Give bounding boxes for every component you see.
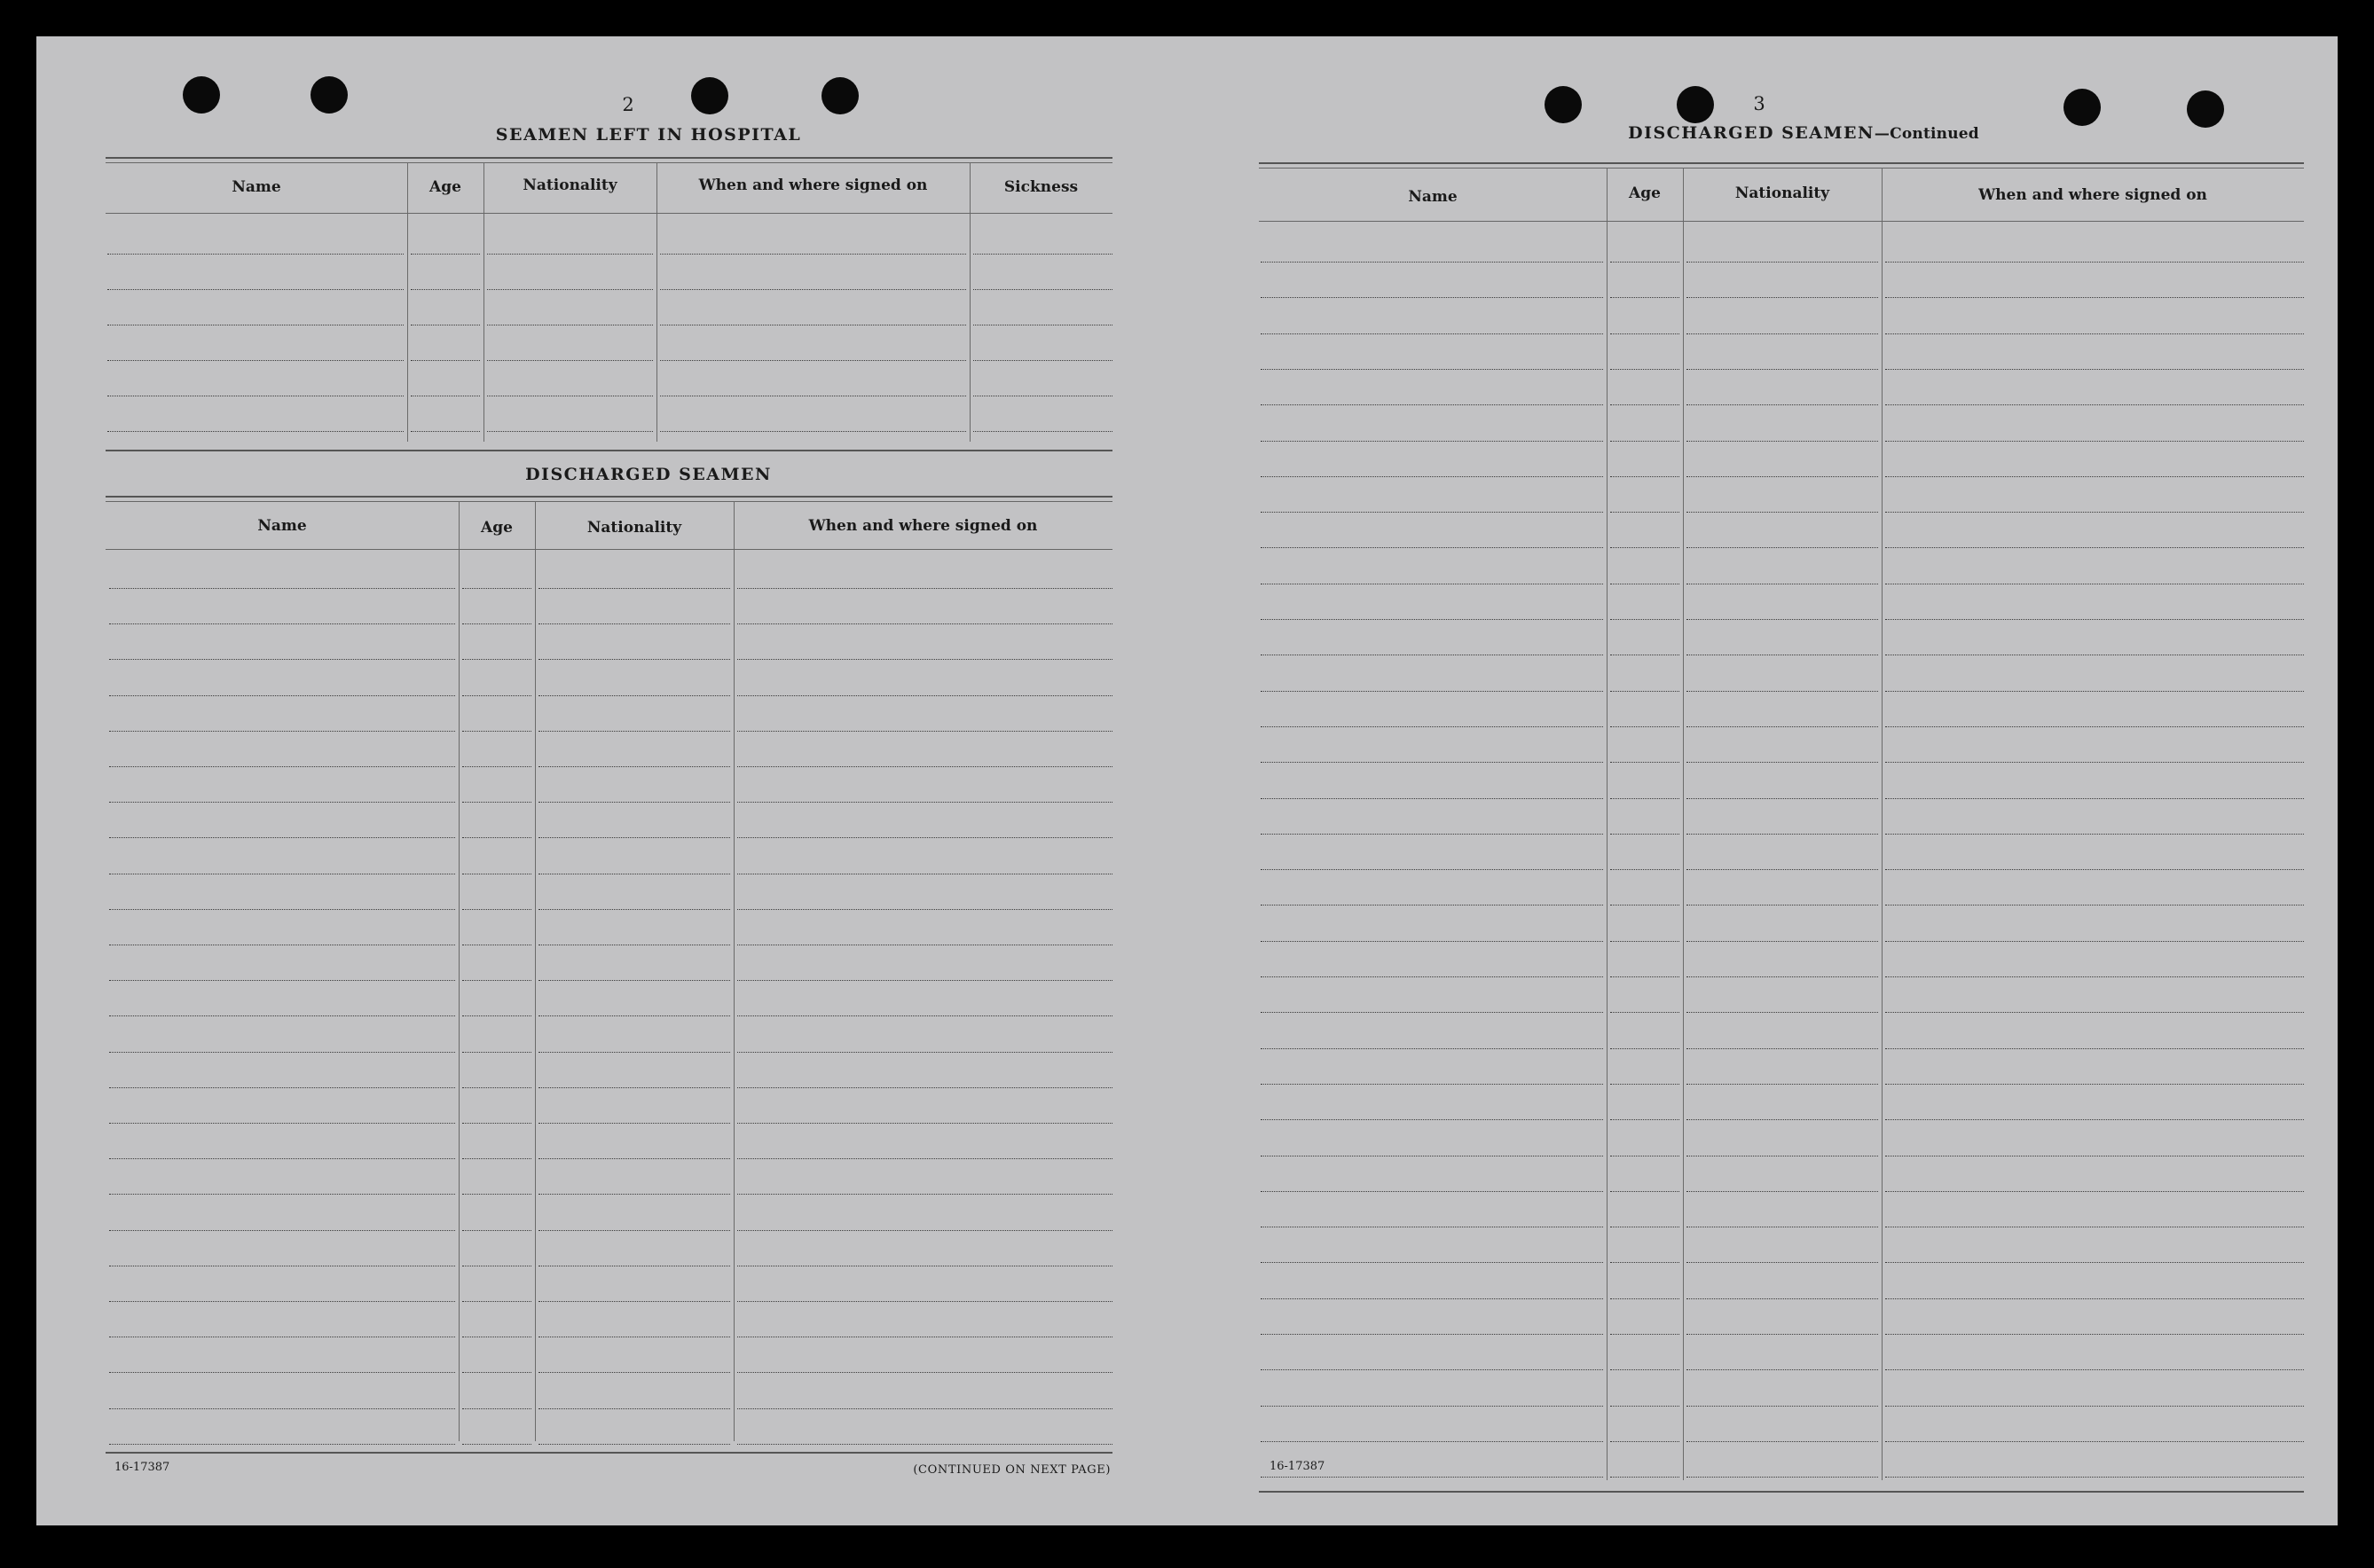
ruled-writing-line	[737, 980, 1112, 981]
ruled-writing-line	[660, 431, 966, 432]
ruled-writing-line	[1686, 404, 1878, 405]
ruled-writing-line	[1261, 1477, 1603, 1478]
ruled-writing-line	[1261, 726, 1603, 727]
ruled-writing-line	[1686, 1048, 1878, 1049]
ruled-writing-line	[1261, 262, 1603, 263]
ruled-writing-line	[462, 659, 531, 660]
ruled-writing-line	[1261, 691, 1603, 692]
ruled-writing-line	[1885, 262, 2304, 263]
ruled-writing-line	[1885, 404, 2304, 405]
ruled-writing-line	[1885, 1012, 2304, 1013]
ruled-writing-line	[1261, 1191, 1603, 1192]
ruled-writing-line	[538, 659, 730, 660]
ruled-writing-line	[1885, 798, 2304, 799]
ruled-writing-line	[538, 695, 730, 696]
ruled-writing-line	[1610, 1048, 1679, 1049]
ruled-writing-line	[1261, 905, 1603, 906]
ruled-writing-line	[737, 623, 1112, 624]
punch-hole	[311, 76, 348, 114]
ruled-writing-line	[1261, 1012, 1603, 1013]
column-header: Age	[481, 519, 513, 537]
ruled-writing-line	[1885, 1369, 2304, 1370]
ruled-writing-line	[1686, 512, 1878, 513]
ruled-writing-line	[1610, 976, 1679, 977]
ruled-writing-line	[109, 1372, 455, 1373]
ruled-writing-line	[1885, 512, 2304, 513]
ruled-writing-line	[1610, 547, 1679, 548]
punch-hole	[1545, 86, 1582, 123]
ruled-writing-line	[1261, 1441, 1603, 1442]
ruled-writing-line	[1686, 798, 1878, 799]
title-suffix: —Continued	[1874, 125, 1979, 143]
ruled-writing-line	[538, 1123, 730, 1124]
ruled-writing-line	[1261, 1298, 1603, 1299]
ruled-writing-line	[1885, 476, 2304, 477]
ruled-writing-line	[973, 254, 1112, 255]
ruled-writing-line	[1610, 1334, 1679, 1335]
ruled-writing-line	[1261, 1084, 1603, 1085]
ruled-writing-line	[1610, 691, 1679, 692]
ruled-writing-line	[462, 731, 531, 732]
ruled-writing-line	[462, 1052, 531, 1053]
ruled-writing-line	[1686, 547, 1878, 548]
ruled-writing-line	[1261, 976, 1603, 977]
ruled-writing-line	[1885, 976, 2304, 977]
ruled-writing-line	[1261, 798, 1603, 799]
ruled-writing-line	[1610, 619, 1679, 620]
ruled-writing-line	[462, 1015, 531, 1016]
ruled-writing-line	[1885, 1334, 2304, 1335]
ruled-writing-line	[1686, 869, 1878, 870]
ruled-writing-line	[109, 1408, 455, 1409]
ruled-writing-line	[462, 1444, 531, 1445]
ruled-writing-line	[109, 1230, 455, 1231]
ledger-sheet	[36, 36, 2338, 1525]
ruled-writing-line	[1885, 1262, 2304, 1263]
punch-hole	[691, 77, 728, 114]
ruled-writing-line	[1686, 834, 1878, 835]
ruled-writing-line	[109, 588, 455, 589]
ruled-writing-line	[538, 731, 730, 732]
ruled-writing-line	[538, 623, 730, 624]
ruled-writing-line	[737, 1087, 1112, 1088]
ruled-writing-line	[1686, 1334, 1878, 1335]
ruled-writing-line	[1686, 619, 1878, 620]
punch-hole	[821, 77, 859, 114]
ruled-writing-line	[737, 837, 1112, 838]
ruled-writing-line	[109, 731, 455, 732]
ruled-writing-line	[1885, 1406, 2304, 1407]
ruled-writing-line	[1610, 905, 1679, 906]
ruled-writing-line	[487, 431, 653, 432]
ruled-writing-line	[1686, 976, 1878, 977]
ruled-writing-line	[538, 1444, 730, 1445]
ruled-writing-line	[1610, 834, 1679, 835]
ruled-writing-line	[737, 1444, 1112, 1445]
ruled-writing-line	[109, 802, 455, 803]
ruled-writing-line	[1261, 834, 1603, 835]
ruled-writing-line	[1686, 691, 1878, 692]
column-header: Nationality	[523, 176, 617, 194]
ruled-writing-line	[1686, 1119, 1878, 1120]
ruled-writing-line	[538, 588, 730, 589]
page-number: 3	[1753, 93, 1765, 114]
ruled-writing-line	[1261, 547, 1603, 548]
column-header: When and where signed on	[808, 517, 1038, 535]
ruled-writing-line	[1885, 1119, 2304, 1120]
ruled-writing-line	[538, 1230, 730, 1231]
ruled-writing-line	[109, 1158, 455, 1159]
ruled-writing-line	[1686, 369, 1878, 370]
column-header: Nationality	[586, 519, 682, 537]
ruled-writing-line	[1261, 441, 1603, 442]
ruled-writing-line	[1610, 262, 1679, 263]
ruled-writing-line	[1885, 1084, 2304, 1085]
ruled-writing-line	[1610, 512, 1679, 513]
ruled-writing-line	[1610, 297, 1679, 298]
ruled-writing-line	[487, 289, 653, 290]
ruled-writing-line	[1686, 762, 1878, 763]
ruled-writing-line	[107, 289, 404, 290]
ruled-writing-line	[1261, 404, 1603, 405]
ruled-writing-line	[1261, 297, 1603, 298]
ruled-writing-line	[737, 1230, 1112, 1231]
ruled-writing-line	[1686, 1406, 1878, 1407]
ruled-writing-line	[109, 1015, 455, 1016]
ruled-writing-line	[1885, 1441, 2304, 1442]
ruled-writing-line	[411, 254, 480, 255]
column-header: Sickness	[1003, 178, 1079, 196]
ruled-writing-line	[107, 254, 404, 255]
ruled-writing-line	[487, 360, 653, 361]
ruled-writing-line	[462, 623, 531, 624]
ruled-writing-line	[1885, 441, 2304, 442]
ruled-writing-line	[1261, 512, 1603, 513]
ruled-writing-line	[462, 695, 531, 696]
ruled-writing-line	[1261, 476, 1603, 477]
ruled-writing-line	[1261, 1262, 1603, 1263]
ruled-writing-line	[1261, 1369, 1603, 1370]
ruled-writing-line	[737, 1194, 1112, 1195]
ruled-writing-line	[1610, 1298, 1679, 1299]
ruled-writing-line	[737, 1408, 1112, 1409]
ruled-writing-line	[1610, 762, 1679, 763]
ruled-writing-line	[1686, 726, 1878, 727]
ruled-writing-line	[1261, 619, 1603, 620]
ruled-writing-line	[1610, 1441, 1679, 1442]
ruled-writing-line	[1610, 869, 1679, 870]
ruled-writing-line	[462, 1372, 531, 1373]
column-header: Name	[1408, 188, 1458, 206]
ruled-writing-line	[737, 1372, 1112, 1373]
ruled-writing-line	[109, 1123, 455, 1124]
ruled-writing-line	[1610, 941, 1679, 942]
ruled-writing-line	[1686, 1298, 1878, 1299]
ruled-writing-line	[660, 254, 966, 255]
title-main: DISCHARGED SEAMEN	[1628, 123, 1875, 143]
column-header: Age	[1629, 184, 1661, 202]
column-header: Nationality	[1734, 184, 1830, 202]
ruled-writing-line	[1686, 1084, 1878, 1085]
ruled-writing-line	[737, 909, 1112, 910]
punch-hole	[2063, 89, 2101, 126]
ruled-writing-line	[1261, 1406, 1603, 1407]
ruled-writing-line	[109, 659, 455, 660]
ruled-writing-line	[538, 1372, 730, 1373]
ruled-writing-line	[1885, 369, 2304, 370]
ruled-writing-line	[462, 1408, 531, 1409]
ruled-writing-line	[737, 659, 1112, 660]
ruled-writing-line	[411, 431, 480, 432]
ruled-writing-line	[538, 1408, 730, 1409]
ruled-writing-line	[538, 909, 730, 910]
ruled-writing-line	[1610, 441, 1679, 442]
ruled-writing-line	[462, 980, 531, 981]
ruled-writing-line	[109, 1444, 455, 1445]
ruled-writing-line	[462, 909, 531, 910]
column-header: Age	[429, 178, 461, 196]
ruled-writing-line	[109, 837, 455, 838]
ruled-writing-line	[538, 1052, 730, 1053]
ruled-writing-line	[737, 731, 1112, 732]
column-header: When and where signed on	[698, 176, 928, 194]
ruled-writing-line	[1610, 798, 1679, 799]
ruled-writing-line	[1885, 333, 2304, 334]
ruled-writing-line	[411, 360, 480, 361]
ruled-writing-line	[411, 289, 480, 290]
ruled-writing-line	[1885, 762, 2304, 763]
ruled-writing-line	[1686, 333, 1878, 334]
ruled-writing-line	[462, 1230, 531, 1231]
ruled-writing-line	[1686, 297, 1878, 298]
ruled-writing-line	[109, 766, 455, 767]
ruled-writing-line	[462, 766, 531, 767]
ruled-writing-line	[109, 623, 455, 624]
punch-hole	[2187, 90, 2224, 128]
ruled-writing-line	[109, 695, 455, 696]
ruled-writing-line	[1261, 869, 1603, 870]
discharged-seamen-continued-title	[1500, 123, 2107, 143]
ruled-writing-line	[1686, 1012, 1878, 1013]
form-number: 16-17387	[1270, 1460, 1325, 1473]
ruled-writing-line	[462, 588, 531, 589]
ruled-writing-line	[737, 1301, 1112, 1302]
ruled-writing-line	[973, 431, 1112, 432]
ruled-writing-line	[1885, 1298, 2304, 1299]
ruled-writing-line	[462, 1158, 531, 1159]
ruled-writing-line	[1261, 369, 1603, 370]
ruled-writing-line	[1686, 1369, 1878, 1370]
ruled-writing-line	[1261, 333, 1603, 334]
ruled-writing-line	[1610, 1119, 1679, 1120]
column-header: When and where signed on	[1978, 186, 2207, 204]
ruled-writing-line	[1261, 1334, 1603, 1335]
ruled-writing-line	[109, 909, 455, 910]
ruled-writing-line	[737, 1015, 1112, 1016]
ruled-writing-line	[1610, 1406, 1679, 1407]
ruled-writing-line	[1610, 404, 1679, 405]
ruled-writing-line	[660, 360, 966, 361]
ruled-writing-line	[1261, 1119, 1603, 1120]
ruled-writing-line	[973, 289, 1112, 290]
ruled-writing-line	[1261, 762, 1603, 763]
column-header: Name	[232, 178, 281, 196]
ruled-writing-line	[737, 802, 1112, 803]
ruled-writing-line	[462, 837, 531, 838]
ruled-writing-line	[1261, 941, 1603, 942]
ruled-writing-line	[1885, 691, 2304, 692]
ruled-writing-line	[737, 588, 1112, 589]
punch-hole	[183, 76, 220, 114]
ruled-writing-line	[538, 766, 730, 767]
ruled-writing-line	[462, 1194, 531, 1195]
ruled-writing-line	[1261, 1048, 1603, 1049]
ruled-writing-line	[538, 1087, 730, 1088]
ruled-writing-line	[1610, 369, 1679, 370]
ruled-writing-line	[1610, 333, 1679, 334]
ruled-writing-line	[1686, 476, 1878, 477]
ruled-writing-line	[737, 1158, 1112, 1159]
ruled-writing-line	[109, 1301, 455, 1302]
ruled-writing-line	[1686, 1477, 1878, 1478]
ruled-writing-line	[538, 1158, 730, 1159]
ruled-writing-line	[1610, 726, 1679, 727]
ruled-writing-line	[737, 695, 1112, 696]
punch-hole	[1677, 86, 1714, 123]
ruled-writing-line	[1610, 1262, 1679, 1263]
ruled-writing-line	[1686, 441, 1878, 442]
ruled-writing-line	[538, 837, 730, 838]
ruled-writing-line	[1885, 941, 2304, 942]
ruled-writing-line	[737, 766, 1112, 767]
ruled-writing-line	[107, 360, 404, 361]
ruled-writing-line	[538, 1015, 730, 1016]
ruled-writing-line	[462, 1301, 531, 1302]
ruled-writing-line	[1686, 262, 1878, 263]
ruled-writing-line	[1610, 1084, 1679, 1085]
ruled-writing-line	[737, 1052, 1112, 1053]
ruled-writing-line	[1885, 297, 2304, 298]
ruled-writing-line	[538, 1301, 730, 1302]
form-number: 16-17387	[114, 1461, 170, 1474]
ruled-writing-line	[1885, 1477, 2304, 1478]
ruled-writing-line	[1885, 726, 2304, 727]
ruled-writing-line	[109, 1194, 455, 1195]
ruled-writing-line	[107, 431, 404, 432]
seamen-left-in-hospital-title: SEAMEN LEFT IN HOSPITAL	[495, 125, 802, 145]
ruled-writing-line	[1686, 1191, 1878, 1192]
ruled-writing-line	[487, 254, 653, 255]
ruled-writing-line	[1885, 619, 2304, 620]
ruled-writing-line	[1686, 941, 1878, 942]
ruled-writing-line	[737, 1123, 1112, 1124]
ruled-writing-line	[1610, 1191, 1679, 1192]
ruled-writing-line	[1885, 547, 2304, 548]
ruled-writing-line	[1686, 1441, 1878, 1442]
ruled-writing-line	[660, 289, 966, 290]
column-header: Name	[257, 517, 307, 535]
continued-note: (CONTINUED ON NEXT PAGE)	[913, 1463, 1111, 1477]
ruled-writing-line	[109, 980, 455, 981]
ruled-writing-line	[462, 1087, 531, 1088]
ruled-writing-line	[538, 802, 730, 803]
ruled-writing-line	[1610, 1477, 1679, 1478]
ruled-writing-line	[462, 1123, 531, 1124]
ruled-writing-line	[1610, 476, 1679, 477]
ruled-writing-line	[538, 980, 730, 981]
ruled-writing-line	[538, 1194, 730, 1195]
ruled-writing-line	[1885, 1048, 2304, 1049]
ruled-writing-line	[1885, 1191, 2304, 1192]
ruled-writing-line	[973, 360, 1112, 361]
ruled-writing-line	[1885, 834, 2304, 835]
ruled-writing-line	[462, 802, 531, 803]
ruled-writing-line	[109, 1087, 455, 1088]
ruled-writing-line	[1610, 1369, 1679, 1370]
ruled-writing-line	[1686, 1262, 1878, 1263]
ruled-writing-line	[109, 1052, 455, 1053]
ruled-writing-line	[1610, 1012, 1679, 1013]
ruled-writing-line	[1686, 905, 1878, 906]
page-number: 2	[622, 94, 634, 115]
ruled-writing-line	[1885, 869, 2304, 870]
discharged-seamen-title: DISCHARGED SEAMEN	[525, 465, 772, 484]
ruled-writing-line	[1885, 905, 2304, 906]
